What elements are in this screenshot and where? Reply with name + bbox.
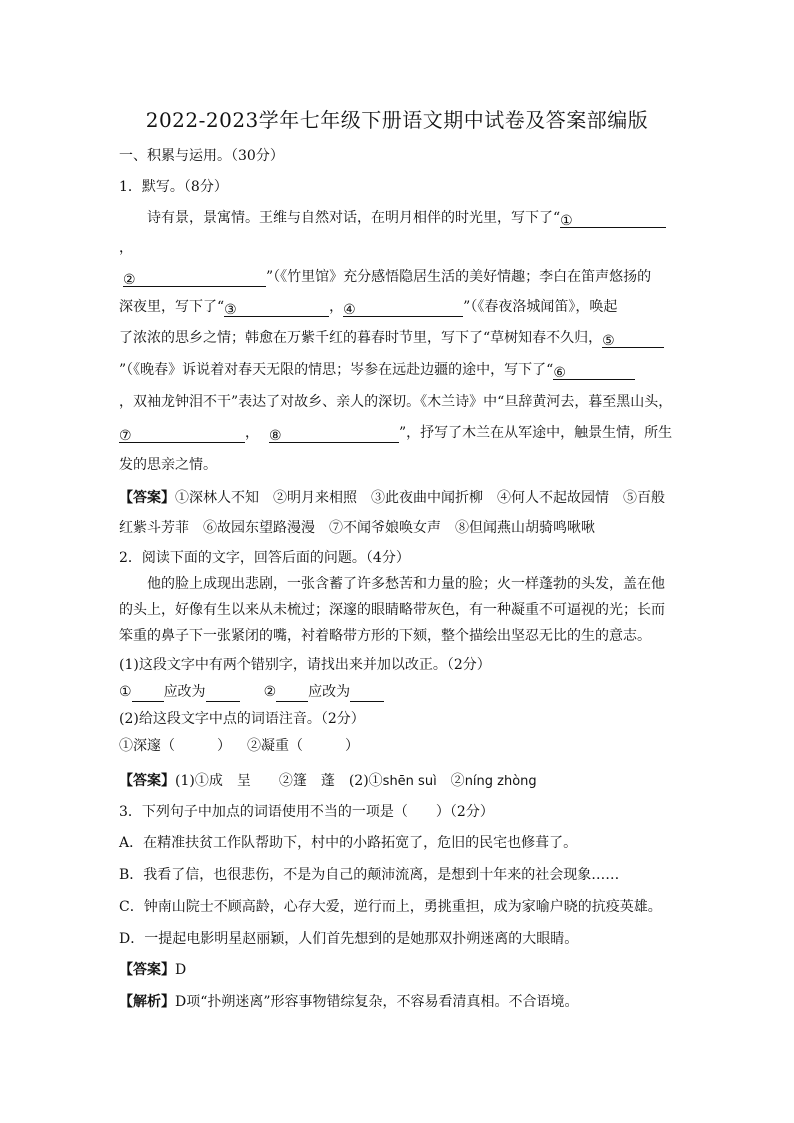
blank-8[interactable]: ⑧ xyxy=(269,426,399,443)
q2-answer: 【答案】(1)①成 呈 ②篷 蓬 (2)①shēn suì ②níng zhòng xyxy=(119,773,537,789)
q1-text-1a: 诗有景，景寓情。王维与自然对话，在明月相伴的时光里，写下了“ xyxy=(147,210,561,226)
blank-6[interactable]: ⑥ xyxy=(553,363,635,380)
q2-heading: 2．阅读下面的文字，回答后面的问题。（4分） xyxy=(119,550,410,566)
q1-answer-line-1: 【答案】①深林人不知 ②明月来相照 ③此夜曲中闻折柳 ④何人不起故园情 ⑤百般 xyxy=(119,490,665,506)
q2-notation-line: ①深邃（ ） ②凝重（ ） xyxy=(119,738,359,754)
q3-analysis: 【解析】D项“扑朔迷离”形容事物错综复杂，不容易看清真相。不合语境。 xyxy=(119,994,579,1010)
q2-correction-line: ① 应改为 ② 应改为 xyxy=(119,682,679,702)
q3-heading: 3．下列句子中加点的词语使用不当的一项是（ ）（2分） xyxy=(119,804,494,820)
q2-passage-2: 的头上，好像有生以来从未梳过；深邃的眼睛略带灰色，有一种凝重不可逼视的光；长而 xyxy=(119,602,665,618)
blank-5[interactable]: ⑤ xyxy=(602,331,664,348)
q2-passage-1: 他的脸上成现出悲剧，一张含蓄了许多愁苦和力量的脸；火一样蓬勃的头发，盖在他 xyxy=(147,576,665,592)
q1-line-8: ⑦ ， ⑧ ”，抒写了木兰在从军途中，触景生情，所生 xyxy=(119,425,673,444)
q3-option-a: A．在精准扶贫工作队帮助下，村中的小路拓宽了，危旧的民宅也修葺了。 xyxy=(119,835,578,851)
section-heading: 一、积累与运用。（30分） xyxy=(119,148,284,164)
q3-option-d: D．一提起电影明星赵丽颖，人们首先想到的是她那双扑朔迷离的大眼睛。 xyxy=(119,931,579,947)
q1-answer-line-2: 红紫斗芳菲 ⑥故园东望路漫漫 ⑦不闻爷娘唤女声 ⑧但闻燕山胡骑鸣啾啾 xyxy=(119,520,595,536)
blank-1[interactable]: ① xyxy=(560,211,666,228)
q1-line-3: ② ”（《竹里馆》充分感悟隐居生活的美好情趣；李白在笛声悠扬的 xyxy=(123,269,652,288)
blank-c1[interactable] xyxy=(132,685,164,702)
blank-4[interactable]: ④ xyxy=(343,300,463,317)
q1-line-9: 发的思亲之情。 xyxy=(119,457,217,473)
q2-sub2: (2)给这段文字中点的词语注音。（2分） xyxy=(119,711,365,727)
q2-sub1: (1)这段文字中有两个错别字，请找出来并加以改正。（2分） xyxy=(119,657,491,673)
blank-c2[interactable] xyxy=(276,685,308,702)
q1-line-2: ， xyxy=(119,240,133,256)
q1-line-4: 深夜里，写下了“③ ，④ ”（《春夜洛城闻笛》，唤起 xyxy=(119,299,618,318)
blank-7[interactable]: ⑦ xyxy=(119,426,245,443)
q1-line-7: ，双袖龙钟泪不干”表达了对故乡、亲人的深切。《木兰诗》中“旦辞黄河去，暮至黑山头， xyxy=(119,394,673,410)
page-title: 2022-2023学年七年级下册语文期中试卷及答案部编版 xyxy=(145,108,649,132)
q3-option-b: B．我看了信，也很悲伤，不是为自己的颠沛流离，是想到十年来的社会现象…… xyxy=(119,867,620,883)
q3-option-c: C．钟南山院士不顾高龄，心存大爱，逆行而上，勇挑重担，成为家喻户晓的抗疫英雄。 xyxy=(119,899,662,915)
blank-3[interactable]: ③ xyxy=(224,300,329,317)
blank-2[interactable]: ② xyxy=(123,270,266,287)
blank-c2b[interactable] xyxy=(350,685,384,702)
q1-heading: 1．默写。（8分） xyxy=(119,179,228,195)
blank-c1b[interactable] xyxy=(206,685,240,702)
q3-answer: 【答案】D xyxy=(119,962,187,978)
answer-label: 【答案】 xyxy=(119,490,175,506)
q2-passage-3: 笨重的鼻子下一张紧闭的嘴，衬着略带方形的下颏，整个描绘出坚忍无比的生的意志。 xyxy=(119,628,651,644)
q1-line-5: 了浓浓的思乡之情；韩愈在万紫千红的暮春时节里，写下了“草树知春不久归，⑤ xyxy=(119,328,679,348)
q1-line-1 xyxy=(147,208,679,228)
q1-line-6: ”（《晚春》诉说着对春天无限的情思；岑参在远赴边疆的途中，写下了“⑥ xyxy=(119,360,679,380)
